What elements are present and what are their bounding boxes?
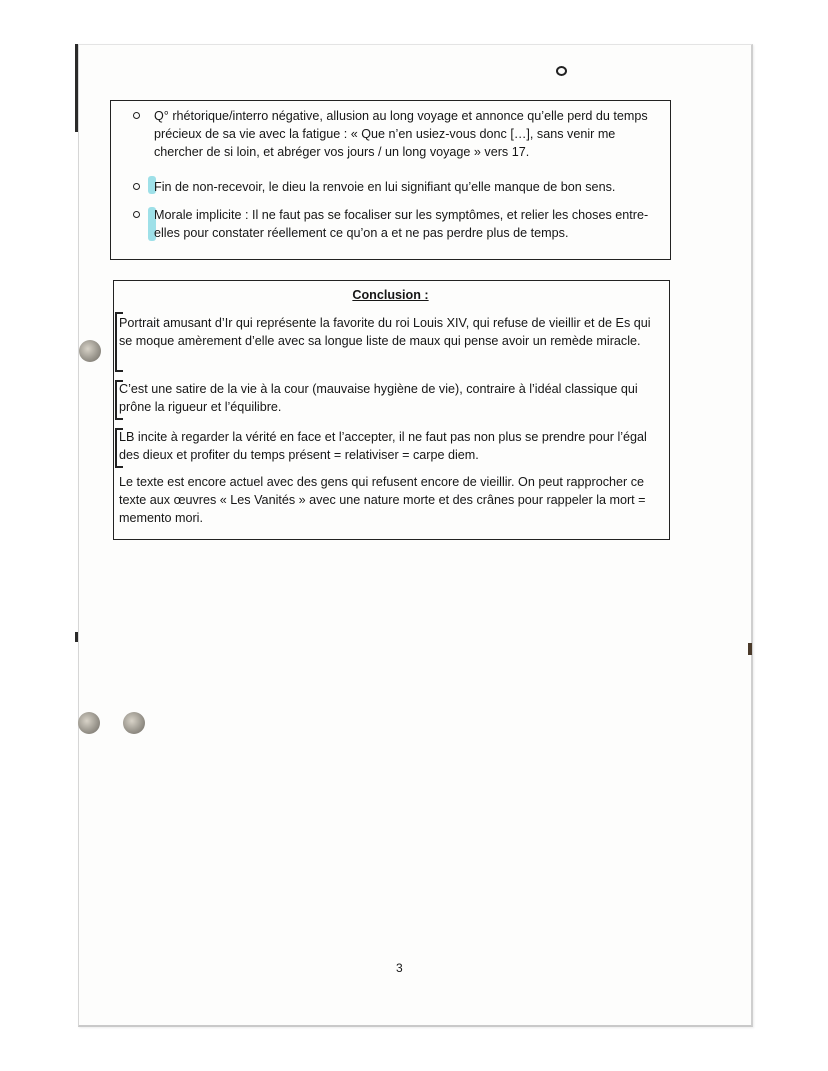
bullet-circle-icon (133, 183, 140, 190)
bullet-circle-icon (133, 112, 140, 119)
circle-mark-icon (556, 66, 567, 76)
bullet-text: Q° rhétorique/interro négative, allusion au long voyage et annonce qu’elle perd du temps précieux de sa vie avec la fatigue : « Que n’en usiez-vous donc […], sans venir me chercher de si loin, et abréger vos jours / un long voyage » vers 17. (154, 109, 648, 159)
margin-ink-mark (75, 632, 78, 642)
conclusion-paragraph: Le texte est encore actuel avec des gens qui refusent encore de vieillir. On peut rapprocher ce texte aux œuvres « Les Vanités » avec une nature morte et des crânes pour rappeler la mort = memento mori. (119, 475, 646, 525)
margin-ink-mark (75, 44, 78, 132)
conclusion-paragraph: C’est une satire de la vie à la cour (mauvaise hygiène de vie), contraire à l’idéal classique qui prône la rigueur et l’équilibre. (119, 382, 638, 414)
conclusion-title: Conclusion : (352, 288, 429, 302)
page-number: 3 (396, 961, 403, 975)
bullet-circle-icon (133, 211, 140, 218)
analysis-bullet-item (133, 178, 653, 196)
punch-hole (78, 712, 100, 734)
analysis-bullet-item (133, 206, 653, 242)
bullet-text: Fin de non-recevoir, le dieu la renvoie en lui signifiant qu’elle manque de bon sens. (154, 180, 616, 194)
conclusion-paragraph: LB incite à regarder la vérité en face et l’accepter, il ne faut pas non plus se prendre pour l’égal des dieux et profiter du temps présent = relativiser = carpe diem. (119, 430, 647, 462)
punch-hole (79, 340, 101, 362)
punch-hole (123, 712, 145, 734)
edge-tab-mark (748, 643, 752, 655)
analysis-bullet-item (133, 107, 653, 161)
conclusion-paragraph: Portrait amusant d’Ir qui représente la favorite du roi Louis XIV, qui refuse de vieillir et de Es qui se moque amèrement d’elle avec sa longue liste de maux qui pense avoir un remède miracle. (119, 316, 651, 348)
bullet-text: Morale implicite : Il ne faut pas se focaliser sur les symptômes, et relier les choses entre-elles pour constater réellement ce qu’on a et ne pas perdre plus de temps. (154, 208, 649, 240)
